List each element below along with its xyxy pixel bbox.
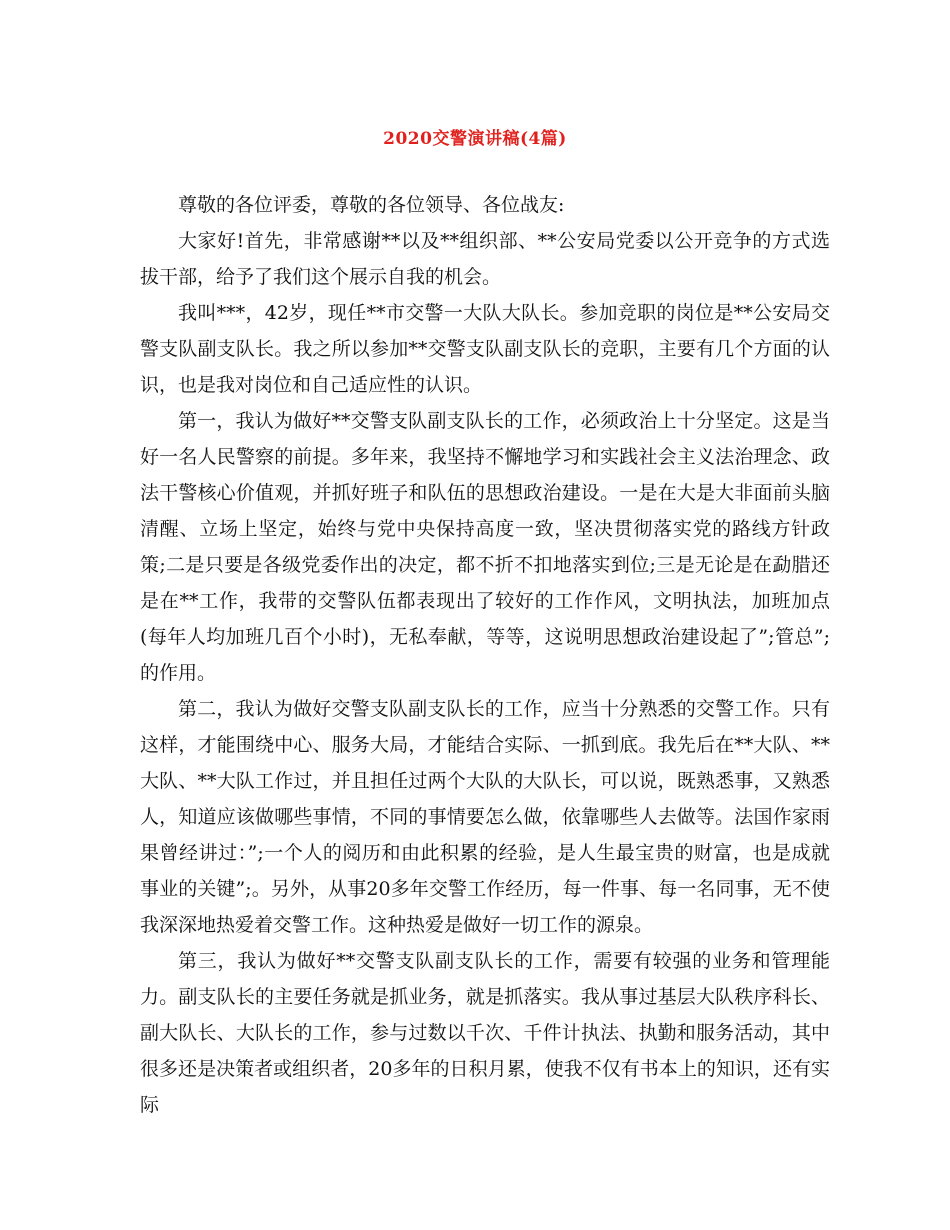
body-paragraph-greeting: 大家好!首先，非常感谢**以及**组织部、**公安局党委以公开竞争的方式选拔干部，给予了我们这个展示自我的机会。 (140, 230, 830, 288)
salutation-paragraph: 尊敬的各位评委，尊敬的各位领导、各位战友: (178, 194, 565, 216)
document-title: 2020交警演讲稿(4篇) (383, 129, 567, 149)
body-paragraph-second-point: 第二，我认为做好交警支队副支队长的工作，应当十分熟悉的交警工作。只有这样，才能围绕中心、服务大局，才能结合实际、一抓到底。我先后在**大队、**大队、**大队工作过，并且担任过两个大队的大队长，可以说，既熟悉事，又熟悉人，知道应该做哪些事情，不同的事情要怎么做，依靠哪些人去做等。法国作家雨果曾经讲过：”;一个人的阅历和由此积累的经验，是人生最宝贵的财富，也是成就事业的关键”;。另外，从事20多年交警工作经历，每一件事、每一名同事，无不使我深深地热爱着交警工作。这种热爱是做好一切工作的源泉。 (140, 698, 830, 936)
body-paragraph-introduction: 我叫***，42岁，现任**市交警一大队大队长。参加竞职的岗位是**公安局交警支队副支队长。我之所以参加**交警支队副支队长的竞职，主要有几个方面的认识，也是我对岗位和自己适应性的认识。 (140, 302, 830, 396)
body-paragraph-third-point: 第三，我认为做好**交警支队副支队长的工作，需要有较强的业务和管理能力。副支队长的主要任务就是抓业务，就是抓落实。我从事过基层大队秩序科长、副大队长、大队长的工作，参与过数以千次、千件计执法、执勤和服务活动，其中很多还是决策者或组织者，20多年的日积月累，使我不仅有书本上的知识，还有实际 (140, 950, 830, 1116)
document-body (140, 187, 830, 1123)
body-paragraph-first-point: 第一，我认为做好**交警支队副支队长的工作，必须政治上十分坚定。这是当好一名人民警察的前提。多年来，我坚持不懈地学习和实践社会主义法治理念、政法干警核心价值观，并抓好班子和队伍的思想政治建设。一是在大是大非面前头脑清醒、立场上坚定，始终与党中央保持高度一致，坚决贯彻落实党的路线方针政策;二是只要是各级党委作出的决定，都不折不扣地落实到位;三是无论是在勐腊还是在**工作，我带的交警队伍都表现出了较好的工作作风，文明执法，加班加点(每年人均加班几百个小时)，无私奉献，等等，这说明思想政治建设起了”;管总”;的作用。 (140, 410, 830, 684)
